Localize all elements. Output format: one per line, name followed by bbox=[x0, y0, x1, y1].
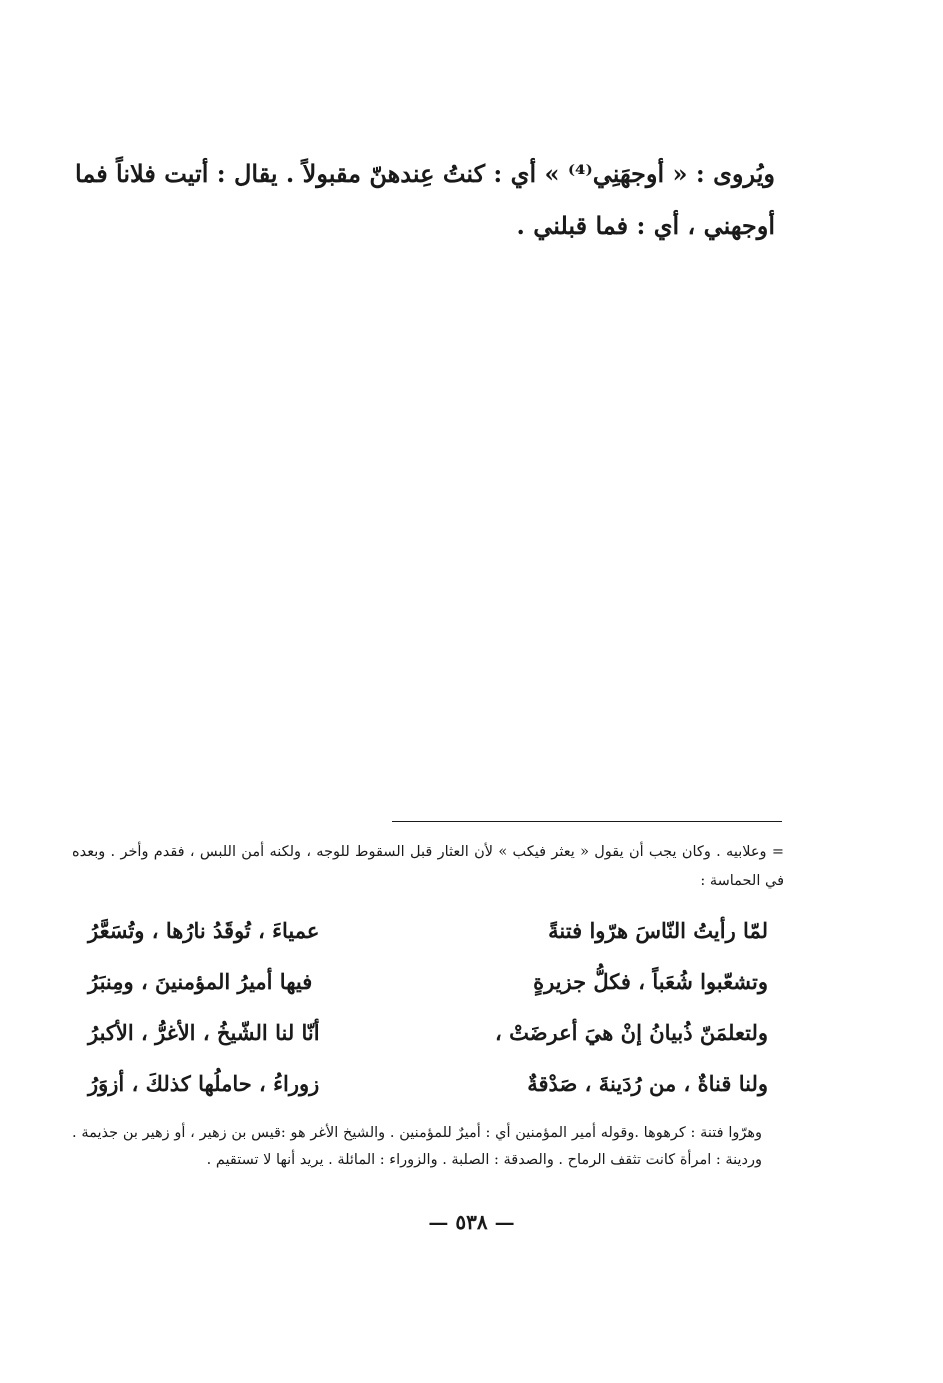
poem-verse bbox=[88, 1007, 768, 1058]
verse-second-hemistich: عمياءَ ، تُوقَدُ نارُها ، وتُسَعَّرُ bbox=[88, 918, 320, 943]
footnote-divider bbox=[392, 821, 782, 822]
page-number: — ٥٣٨ — bbox=[428, 1210, 515, 1234]
verse-first-hemistich: ولتعلمَنّ ذُبيانُ إنْ هيَ أعرضَتْ ، bbox=[494, 1020, 768, 1045]
verse-first-hemistich: وتشعّبوا شُعَباً ، فكلُّ جزيرةٍ bbox=[533, 969, 768, 994]
verse-first-hemistich: ولنا قناةٌ ، من رُدَينةَ ، صَدْقةٌ bbox=[527, 1071, 768, 1096]
footnote-poem bbox=[88, 905, 768, 1109]
poem-verse bbox=[88, 1058, 768, 1109]
verse-second-hemistich: زوراءُ ، حاملُها كذلكَ ، أزوَرُ bbox=[88, 1071, 320, 1096]
main-text bbox=[75, 148, 775, 252]
footnote-notes bbox=[72, 1120, 762, 1174]
footnote-continuation-text: = وعلابيه . وكان يجب أن يقول « يعثر فيكب » لأن العثار قبل السقوط للوجه ، ولكنه أمن اللبس ، فقدم وأخر . وبعده في الحماسة : bbox=[72, 844, 784, 889]
footnote-notes-text: وهرّوا فتنة : كرهوها .وقوله أمير المؤمنين أي : أميرٌ للمؤمنين . والشيخ الأغر هو :قيس بن زهير ، أو زهير بن جذيمة . وردينة : امرأة كانت تثقف الرماح . والصدقة : الصلبة . والزوراء : المائلة . يريد أنها لا تستقيم . bbox=[72, 1125, 762, 1168]
footnote-continuation bbox=[72, 838, 784, 896]
poem-verse bbox=[88, 956, 768, 1007]
verse-second-hemistich: فيها أميرُ المؤمنينَ ، ومِنبَرُ bbox=[88, 969, 313, 994]
verse-second-hemistich: أنّا لنا الشّيخُ ، الأغرُّ ، الأكبرُ bbox=[88, 1020, 320, 1045]
verse-first-hemistich: لمّا رأيتُ النّاسَ هرّوا فتنةً bbox=[548, 918, 768, 943]
main-paragraph: ويُروى : « أوجهَنِي⁽⁴⁾ » أي : كنتُ عِندهنّ مقبولاً . يقال : أتيت فلاناً فما أوجهني ، أي : فما قبلني . bbox=[75, 159, 775, 240]
poem-verse bbox=[88, 905, 768, 956]
